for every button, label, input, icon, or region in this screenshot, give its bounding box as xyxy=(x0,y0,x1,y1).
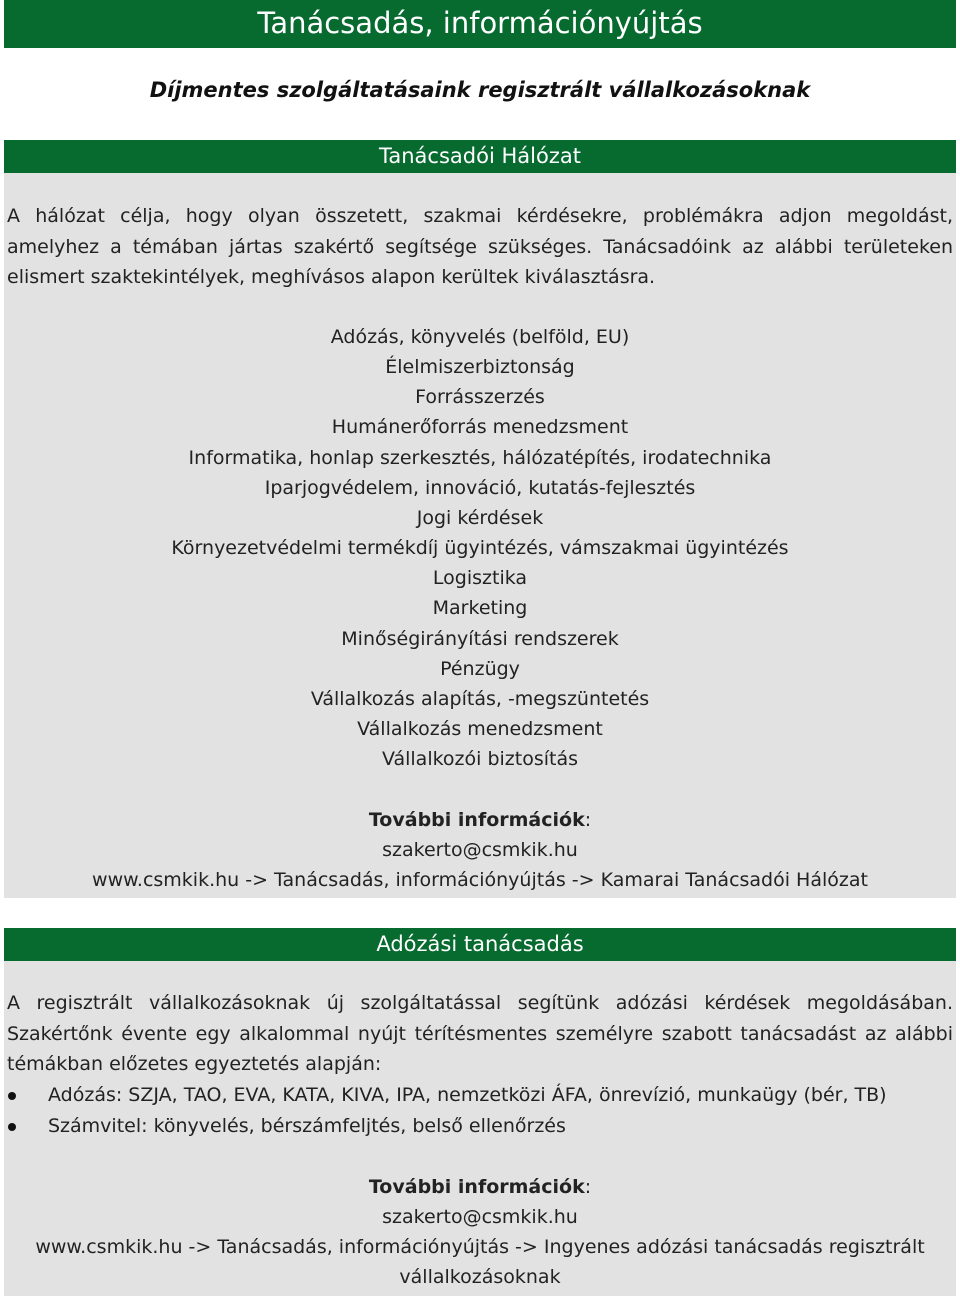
area-item: Jogi kérdések xyxy=(416,506,544,529)
network-intro-line: amelyhez a témában jártas szakértő segítsége szükséges. Tanácsadóink az alábbi területeken xyxy=(7,235,953,258)
page-subtitle: Díjmentes szolgáltatásaink regisztrált vállalkozásoknak xyxy=(149,78,811,102)
list-item xyxy=(0,1111,960,1142)
tax-intro xyxy=(7,988,953,1080)
area-item: Adózás, könyvelés (belföld, EU) xyxy=(330,326,630,348)
area-item: Informatika, honlap szerkesztés, hálózatépítés, irodatechnika xyxy=(188,446,772,469)
tax-email-link[interactable]: szakerto@csmkik.hu xyxy=(382,1206,578,1228)
bullet-text: Számvitel: könyvelés, bérszámfeljtés, belső ellenőrzés xyxy=(48,1115,566,1137)
more-info-label: További információk xyxy=(368,809,585,831)
tax-path-link[interactable]: www.csmkik.hu -> Tanácsadás, információnyújtás -> Ingyenes adózási tanácsadás regisztrált xyxy=(35,1236,925,1258)
area-item: Vállalkozás menedzsment xyxy=(357,718,603,741)
network-intro-line: A hálózat célja, hogy olyan összetett, szakmai kérdésekre, problémákra adjon megoldást, xyxy=(7,205,953,227)
tax-section-heading: Adózási tanácsadás xyxy=(4,928,956,961)
tax-path-link-cont[interactable]: vállalkozásoknak xyxy=(399,1266,561,1288)
area-item: Minőségirányítási rendszerek xyxy=(341,627,619,650)
tax-intro-line: Szakértőnk évente egy alkalommal nyújt térítésmentes személyre szabott tanácsadást az alábbi xyxy=(7,1022,953,1045)
more-info-label: További információk xyxy=(368,1176,585,1198)
tax-intro-line: témákban előzetes egyeztetés alapján: xyxy=(7,1053,382,1075)
bullet-text: Adózás: SZJA, TAO, EVA, KATA, KIVA, IPA, nemzetközi ÁFA, önrevízió, munkaügy (bér, TB) xyxy=(48,1084,887,1106)
bullet-icon xyxy=(8,1092,16,1100)
bullet-icon xyxy=(8,1123,16,1131)
network-email-link[interactable]: szakerto@csmkik.hu xyxy=(382,839,578,861)
network-path-link[interactable]: www.csmkik.hu -> Tanácsadás, információnyújtás -> Kamarai Tanácsadói Hálózat xyxy=(92,869,868,891)
area-item: Pénzügy xyxy=(440,657,520,680)
area-item: Logisztika xyxy=(432,567,528,590)
network-areas-list xyxy=(0,322,960,774)
area-item: Marketing xyxy=(432,597,528,620)
area-item: Humánerőforrás menedzsment xyxy=(331,416,629,439)
area-item: Forrásszerzés xyxy=(415,386,545,409)
list-item xyxy=(0,1080,960,1111)
area-item: Környezetvédelmi termékdíj ügyintézés, vámszakmai ügyintézés xyxy=(171,537,789,560)
area-item: Élelmiszerbiztonság xyxy=(385,356,575,379)
area-item: Iparjogvédelem, innováció, kutatás-fejlesztés xyxy=(264,476,696,499)
network-more-info xyxy=(0,805,960,895)
network-intro-line: elismert szaktekintélyek, meghívásos alapon kerültek kiválasztásra. xyxy=(7,266,656,288)
more-info-colon: : xyxy=(584,809,592,831)
network-intro xyxy=(7,201,953,293)
more-info-colon: : xyxy=(584,1176,592,1198)
network-section-heading: Tanácsadói Hálózat xyxy=(4,140,956,173)
tax-intro-line: A regisztrált vállalkozásoknak új szolgáltatással segítünk adózási kérdések megoldásában. xyxy=(7,992,953,1014)
tax-more-info xyxy=(0,1172,960,1292)
area-item: Vállalkozói biztosítás xyxy=(381,748,579,771)
area-item: Vállalkozás alapítás, -megszüntetés xyxy=(310,687,650,710)
page-title: Tanácsadás, információnyújtás xyxy=(4,0,956,48)
tax-bullet-list xyxy=(0,1080,960,1142)
